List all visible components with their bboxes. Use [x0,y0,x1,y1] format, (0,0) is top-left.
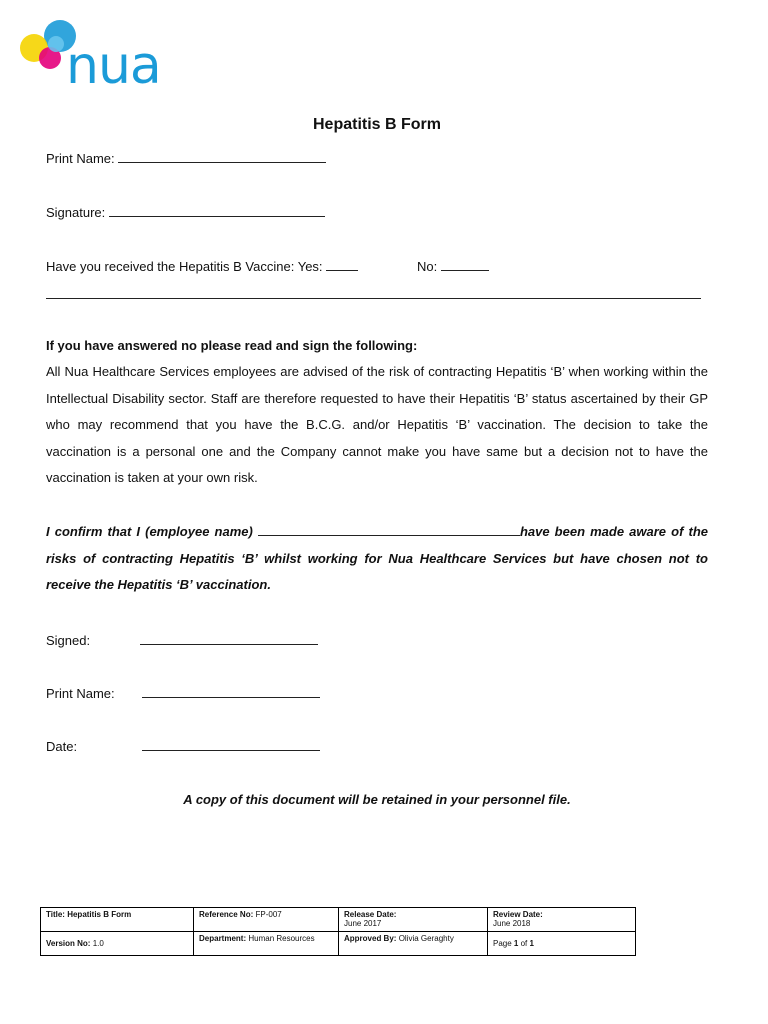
nua-logo [18,16,188,96]
employee-name-field[interactable] [258,523,520,536]
footer-reference-cell: Reference No: FP-007 [194,908,339,932]
footer-approved-cell: Approved By: Olivia Geraghty [339,932,488,956]
print-name-row-2 [46,685,320,701]
footer-page-cell: Page 1 of 1 [488,932,636,956]
footer-department-cell: Department: Human Resources [194,932,339,956]
instruction-heading: If you have answered no please read and sign the following: [46,338,418,353]
separator-line [46,298,701,299]
signature-field[interactable] [109,204,325,217]
confirm-suffix: have been made aware of the risks of contracting Hepatitis ‘B’ whilst working for Nua Healthcare Services but have chosen not to receive the Hepatitis ‘B’ vaccination. [46,524,709,592]
retention-note: A copy of this document will be retained in your personnel file. [183,792,571,807]
document-control-table [40,907,636,956]
footer-review-cell: Review Date: June 2018 [488,908,636,932]
signed-label: Signed: [46,633,91,648]
print-name-label-2: Print Name: [46,686,115,701]
confirm-prefix: I confirm that I (employee name) [46,524,253,539]
footer-version-cell: Version No: 1.0 [41,932,194,956]
logo-text: nua [66,36,161,96]
date-field[interactable] [142,738,320,751]
date-row [46,738,320,754]
footer-title-cell: Title: Hepatitis B Form [41,908,194,932]
vaccine-question-row [46,258,358,274]
confirmation-paragraph [46,519,708,599]
print-name-field-2[interactable] [142,685,320,698]
no-row [417,258,489,274]
yes-field[interactable] [326,258,358,271]
signed-row [46,632,318,648]
body-paragraph: All Nua Healthcare Services employees are advised of the risk of contracting Hepatitis ‘B’ when working within the Intellectual Disability sector. Staff are therefore requested to have their Hepatitis ‘B’ status ascertained by their GP who may recommend that you have the B.C.G. and/or Hepatitis ‘B’ vaccination. The decision to take the vaccination is a personal one and the Company cannot make you have same but a decision not to have the vaccination is taken at your own risk. [46,364,708,485]
signature-row [46,204,325,220]
vaccine-question: Have you received the Hepatitis B Vaccine: Yes: [46,259,323,274]
signed-field[interactable] [140,632,318,645]
print-name-row [46,150,326,166]
print-name-field[interactable] [118,150,326,163]
signature-label: Signature: [46,205,106,220]
footer-release-cell: Release Date: June 2017 [339,908,488,932]
date-label: Date: [46,739,78,754]
print-name-label: Print Name: [46,151,115,166]
no-field[interactable] [441,258,489,271]
form-title: Hepatitis B Form [312,116,441,133]
no-label: No: [417,259,438,274]
